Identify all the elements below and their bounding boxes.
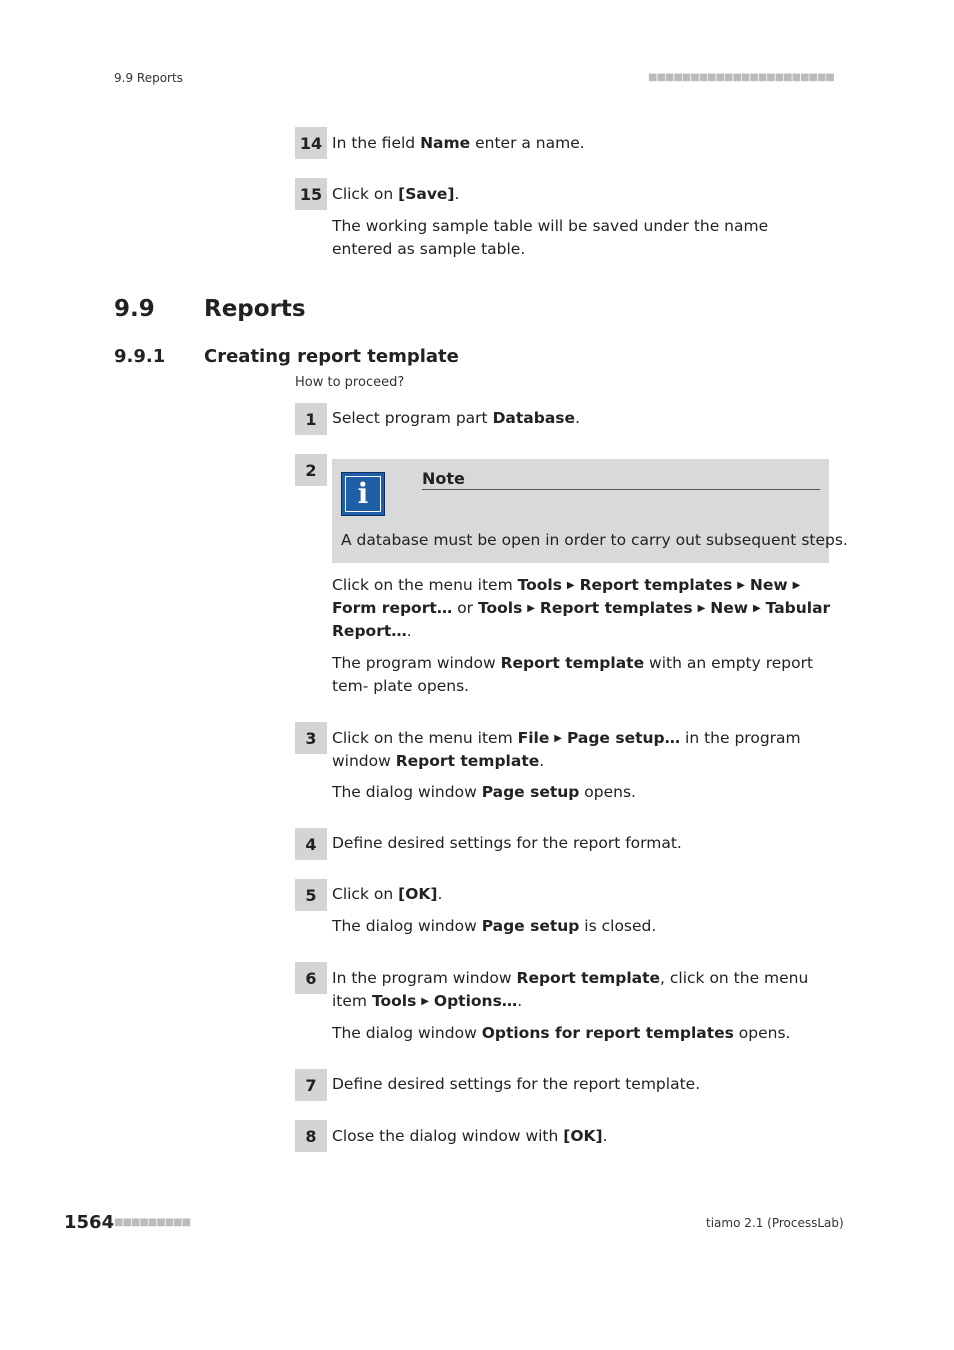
step-number-5: 5: [295, 879, 327, 911]
step-number-1: 1: [295, 403, 327, 435]
footer-dots: ■■■■■■■■■: [114, 1217, 191, 1228]
step-3-result: The dialog window Page setup opens.: [332, 783, 636, 801]
running-header-dots: ■■■■■■■■■■■■■■■■■■■■■■: [648, 72, 834, 83]
step-5-text: Click on [OK].: [332, 885, 443, 903]
note-text: A database must be open in order to carry out subsequent steps.: [341, 531, 848, 549]
step-8-text: Close the dialog window with [OK].: [332, 1127, 608, 1145]
subsection-title: Creating report template: [204, 346, 459, 367]
step-6-result: The dialog window Options for report templates opens.: [332, 1024, 791, 1042]
step-number-4: 4: [295, 828, 327, 860]
subsection-heading: [114, 346, 459, 367]
step-6-text: In the program window Report template, click on the menu item Tools ▶ Options….: [332, 969, 809, 1010]
step-number-14: 14: [295, 127, 327, 159]
step-7-text: Define desired settings for the report template.: [332, 1075, 701, 1093]
step-5-result: The dialog window Page setup is closed.: [332, 917, 657, 935]
section-number: 9.9: [114, 296, 155, 322]
section-heading: [114, 296, 306, 322]
step-15-text: Click on [Save].: [332, 185, 460, 203]
step-1-text: Select program part Database.: [332, 409, 580, 427]
step-number-6: 6: [295, 962, 327, 994]
note-box: [332, 459, 848, 563]
step-4-text: Define desired settings for the report format.: [332, 834, 682, 852]
step-number-7: 7: [295, 1069, 327, 1101]
step-15-result: The working sample table will be saved under the name entered as sample table.: [332, 217, 769, 258]
step-number-8: 8: [295, 1120, 327, 1152]
how-to-proceed: How to proceed?: [295, 375, 405, 390]
step-3-text: Click on the menu item File ▶ Page setup… in the program window Report template.: [332, 729, 801, 770]
info-icon: i: [341, 472, 385, 516]
running-header-section: 9.9 Reports: [114, 71, 183, 85]
step-14-text: In the field Name enter a name.: [332, 134, 585, 152]
subsection-number: 9.9.1: [114, 346, 166, 367]
step-number-3: 3: [295, 722, 327, 754]
note-title: Note: [422, 469, 820, 490]
product-name: tiamo 2.1 (ProcessLab): [706, 1216, 844, 1230]
step-2-result: The program window Report template with an empty report tem- plate opens.: [332, 654, 814, 695]
step-2-text: Click on the menu item Tools ▶ Report templates ▶ New ▶ Form report… or Tools ▶ Report templates ▶ New ▶ Tabular Report….: [332, 576, 831, 640]
page-number: 1564: [64, 1212, 115, 1233]
step-number-15: 15: [295, 178, 327, 210]
section-title: Reports: [204, 296, 306, 322]
step-number-2: 2: [295, 454, 327, 486]
